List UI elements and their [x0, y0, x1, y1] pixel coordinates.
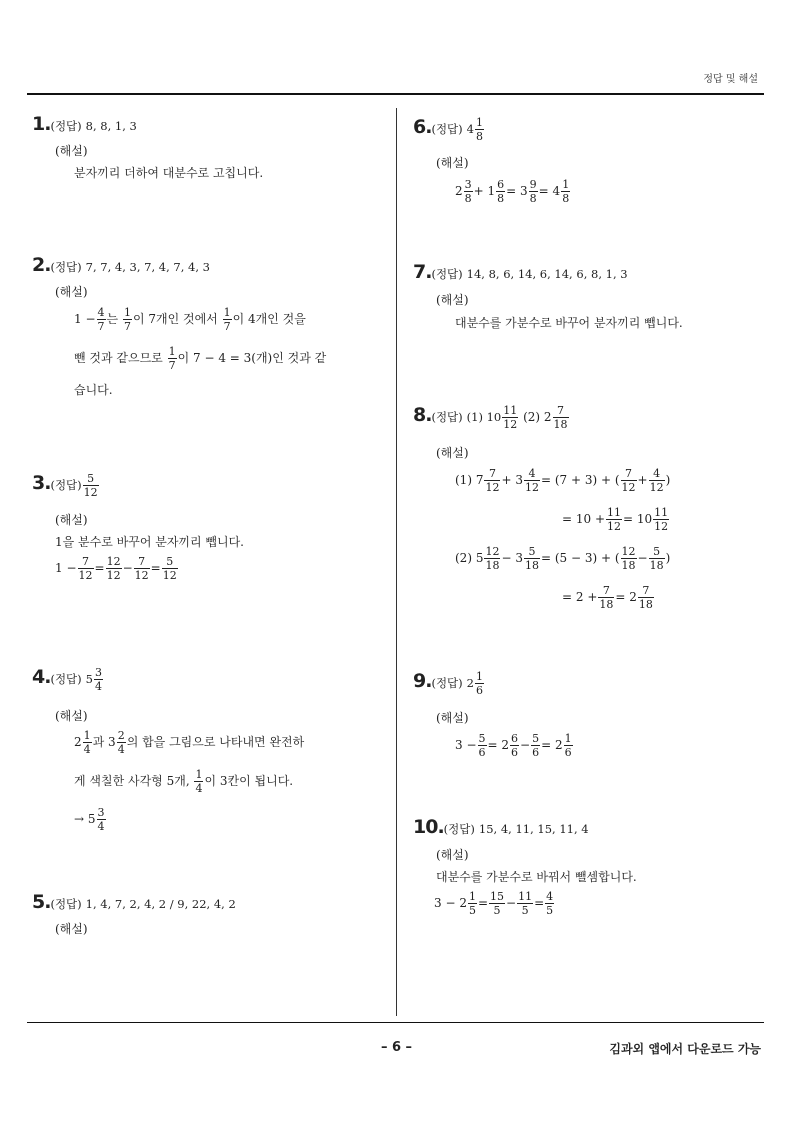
fraction: $\frac{1}{7}$: [123, 306, 131, 333]
explanation-line: 게 색칠한 사각형 5개, $\frac{1}{4}$ 이 3칸이 됩니다.: [74, 768, 294, 795]
footer-note: 김과외 앱에서 다운로드 가능: [609, 1042, 761, 1056]
fraction: $\frac{1}{8}$: [475, 116, 483, 143]
fraction: $\frac{11}{12}$: [607, 506, 622, 533]
answer-tag: (정답): [431, 122, 463, 136]
fraction: $\frac{1}{6}$: [475, 670, 483, 697]
fraction: $\frac{4}{12}$: [649, 467, 664, 494]
fraction: $\frac{1}{8}$: [562, 178, 570, 205]
question-10-heading: [413, 818, 589, 837]
fraction: $\frac{6}{8}$: [497, 178, 505, 205]
explanation-text: 대분수를 가분수로 바꾸어 분자끼리 뺍니다.: [455, 316, 683, 330]
fraction: $\frac{7}{18}$: [553, 404, 568, 431]
question-4-heading: 4.(정답) 5 $\frac{3}{4}$: [32, 666, 102, 693]
question-number: 4.: [32, 666, 51, 688]
equation: 3 − 2 $\frac{1}{5}$ = $\frac{15}{5}$ − $\frac{11}{5}$ = $\frac{4}{5}$: [434, 890, 554, 917]
explain-tag: (해설): [55, 513, 88, 527]
fraction: $\frac{1}{4}$: [83, 729, 91, 756]
answer-fraction: $\frac{5}{12}$: [83, 472, 98, 499]
answer-tag: (정답): [443, 822, 475, 836]
answer-tag: (정답): [50, 672, 82, 686]
fraction: $\frac{7}{18}$: [638, 584, 653, 611]
answer-tag: (정답): [431, 410, 463, 424]
explanation-line: → 5 $\frac{3}{4}$: [74, 806, 105, 833]
fraction: $\frac{4}{7}$: [97, 306, 105, 333]
answer-tag: (정답): [50, 260, 82, 274]
fraction: $\frac{5}{12}$: [162, 555, 177, 582]
question-number: 10.: [413, 816, 444, 838]
question-number: 9.: [413, 670, 432, 692]
answer-tag: (정답): [431, 267, 463, 281]
fraction: $\frac{1}{7}$: [223, 306, 231, 333]
equation: = 10 + $\frac{11}{12}$ = 10 $\frac{11}{12}$: [562, 506, 669, 533]
equation: = 2 + $\frac{7}{18}$ = 2 $\frac{7}{18}$: [562, 584, 653, 611]
fraction: $\frac{4}{12}$: [524, 467, 539, 494]
question-6-heading: 6.(정답) 4 $\frac{1}{8}$: [413, 116, 483, 143]
answer-value: 7, 7, 4, 3, 7, 4, 7, 4, 3: [85, 260, 210, 274]
column-divider: [396, 108, 397, 1016]
fraction: $\frac{7}{12}$: [78, 555, 93, 582]
fraction: $\frac{9}{8}$: [529, 178, 537, 205]
question-7-heading: [413, 263, 628, 282]
equation: 2 $\frac{3}{8}$ + 1 $\frac{6}{8}$ = 3 $\frac{9}{8}$ = 4 $\frac{1}{8}$: [455, 178, 570, 205]
fraction: $\frac{5}{18}$: [649, 545, 664, 572]
question-2-heading: [32, 256, 210, 275]
explanation-line: 1 − $\frac{4}{7}$ 는 $\frac{1}{7}$ 이 7개인 것에서 $\frac{1}{7}$ 이 4개인 것을: [74, 306, 306, 333]
fraction: $\frac{3}{4}$: [97, 806, 105, 833]
fraction: $\frac{5}{6}$: [478, 732, 486, 759]
fraction: $\frac{4}{5}$: [546, 890, 554, 917]
fraction: $\frac{1}{7}$: [168, 345, 176, 372]
fraction: $\frac{5}{6}$: [532, 732, 540, 759]
question-number: 3.: [32, 472, 51, 494]
page-header-title: 정답 및 해설: [703, 74, 758, 85]
explain-tag: (해설): [55, 709, 88, 723]
fraction: $\frac{7}{12}$: [485, 467, 500, 494]
question-3-heading: [32, 472, 100, 499]
question-1-heading: [32, 115, 137, 134]
footer-rule: [27, 1022, 764, 1023]
fraction: $\frac{7}{18}$: [599, 584, 614, 611]
equation: 1 − $\frac{7}{12}$ = $\frac{12}{12}$ − $\frac{7}{12}$ = $\frac{5}{12}$: [55, 555, 177, 582]
explanation-line: 2 $\frac{1}{4}$ 과 3 $\frac{2}{4}$ 의 합을 그림으로 나타내면 완전하: [74, 729, 305, 756]
answer-value: 8, 8, 1, 3: [85, 119, 137, 133]
fraction: $\frac{7}{12}$: [134, 555, 149, 582]
fraction: $\frac{1}{6}$: [564, 732, 572, 759]
fraction: $\frac{12}{18}$: [621, 545, 636, 572]
fraction: $\frac{3}{8}$: [464, 178, 472, 205]
explanation-line: 습니다.: [74, 383, 113, 397]
explanation-text: 대분수를 가분수로 바꿔서 뺄셈합니다.: [436, 870, 637, 884]
equation: 3 − $\frac{5}{6}$ = 2 $\frac{6}{6}$ − $\frac{5}{6}$ = 2 $\frac{1}{6}$: [455, 732, 572, 759]
question-number: 1.: [32, 113, 51, 135]
explain-tag: (해설): [55, 144, 88, 158]
explanation-text: 분자끼리 더하여 대분수로 고칩니다.: [74, 166, 264, 180]
answer-value: 14, 8, 6, 14, 6, 14, 6, 8, 1, 3: [466, 267, 628, 281]
question-9-heading: 9.(정답) 2 $\frac{1}{6}$: [413, 670, 483, 697]
fraction: $\frac{11}{12}$: [503, 404, 518, 431]
fraction: $\frac{1}{5}$: [468, 890, 476, 917]
equation: (1) 7 $\frac{7}{12}$ + 3 $\frac{4}{12}$ = (7 + 3) + ( $\frac{7}{12}$ + $\frac{4}{12}$ ): [455, 467, 671, 494]
answer-tag: (정답): [50, 478, 82, 492]
answer-tag: (정답): [50, 897, 82, 911]
fraction: $\frac{15}{5}$: [490, 890, 505, 917]
explain-tag: (해설): [436, 848, 469, 862]
answer-tag: (정답): [50, 119, 82, 133]
explain-tag: (해설): [436, 711, 469, 725]
question-8-heading: 8.(정답) (1) 10 $\frac{11}{12}$ (2) 2 $\frac{7}{18}$: [413, 404, 568, 431]
fraction: $\frac{11}{12}$: [654, 506, 669, 533]
page-number: – 6 –: [380, 1040, 413, 1055]
fraction: $\frac{11}{5}$: [518, 890, 533, 917]
explain-tag: (해설): [436, 293, 469, 307]
explanation-line: 뺀 것과 같으므로 $\frac{1}{7}$ 이 7 − 4 = 3(개)인 것과 같: [74, 345, 327, 372]
question-number: 5.: [32, 891, 51, 913]
equation: (2) 5 $\frac{12}{18}$ − 3 $\frac{5}{18}$ = (5 − 3) + ( $\frac{12}{18}$ − $\frac{5}{18}$ ): [455, 545, 671, 572]
fraction: $\frac{5}{18}$: [524, 545, 539, 572]
fraction: $\frac{12}{12}$: [106, 555, 121, 582]
fraction: $\frac{7}{12}$: [621, 467, 636, 494]
fraction: $\frac{1}{4}$: [195, 768, 203, 795]
question-number: 2.: [32, 254, 51, 276]
answer-value: 1, 4, 7, 2, 4, 2 / 9, 22, 4, 2: [85, 897, 236, 911]
fraction: $\frac{3}{4}$: [94, 666, 102, 693]
fraction: $\frac{6}{6}$: [511, 732, 519, 759]
question-number: 8.: [413, 404, 432, 426]
header-rule: [27, 93, 764, 95]
question-number: 7.: [413, 261, 432, 283]
explain-tag: (해설): [436, 156, 469, 170]
explain-tag: (해설): [55, 285, 88, 299]
fraction: $\frac{2}{4}$: [117, 729, 125, 756]
answer-tag: (정답): [431, 676, 463, 690]
explanation-text: 1을 분수로 바꾸어 분자끼리 뺍니다.: [55, 535, 244, 549]
answer-value: 15, 4, 11, 15, 11, 4: [478, 822, 589, 836]
question-number: 6.: [413, 116, 432, 138]
question-5-heading: [32, 893, 236, 912]
fraction: $\frac{12}{18}$: [485, 545, 500, 572]
explain-tag: (해설): [436, 446, 469, 460]
explain-tag: (해설): [55, 922, 88, 936]
